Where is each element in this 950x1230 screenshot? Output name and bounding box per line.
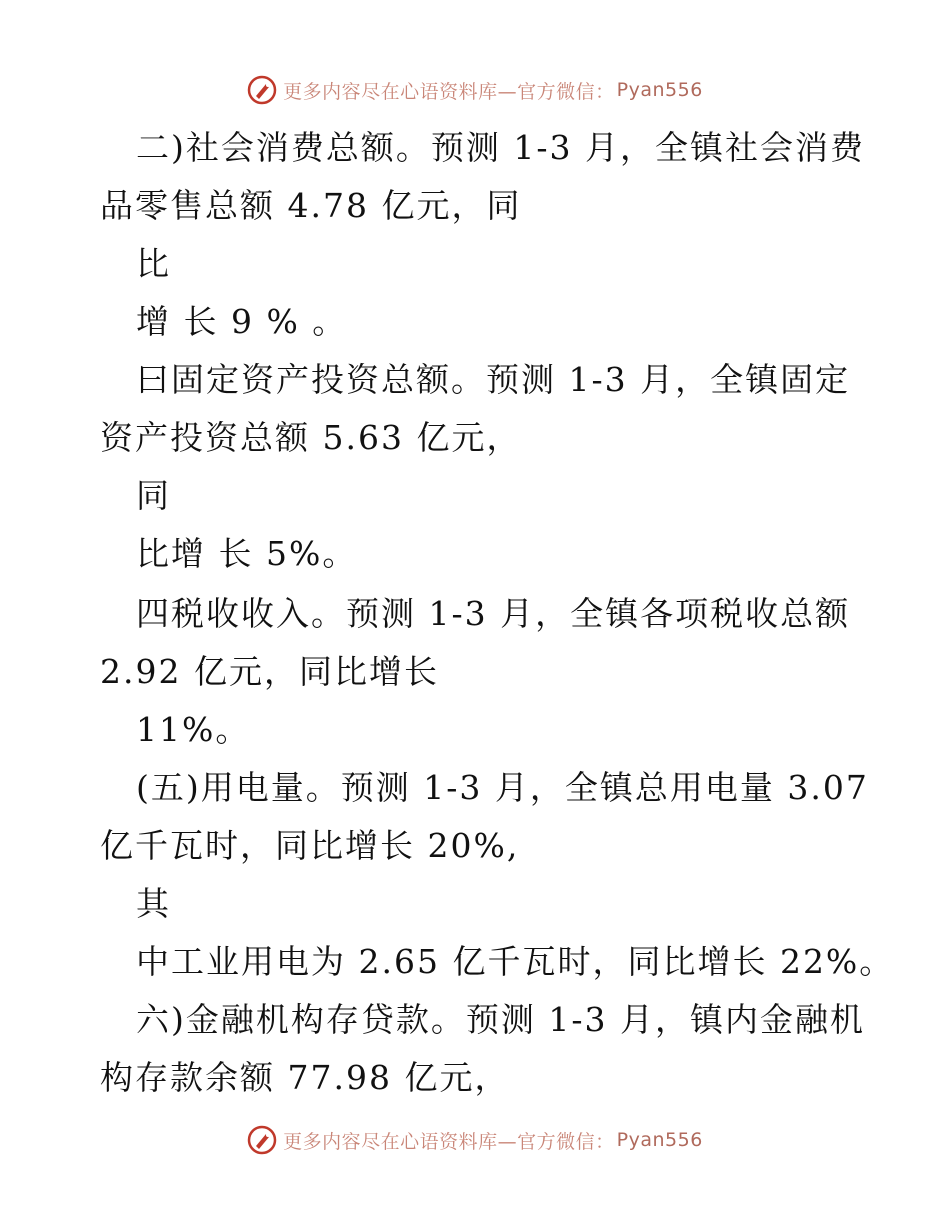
text-line: 品零售总额 4.78 亿元，同 xyxy=(100,186,522,225)
watermark-id: Pyan556 xyxy=(616,79,703,101)
pen-logo-icon xyxy=(247,75,277,105)
text-line: 其 xyxy=(136,884,171,923)
watermark-id: Pyan556 xyxy=(616,1129,703,1151)
text-line: 二)社会消费总额。预测 1-3 月，全镇社会消费 xyxy=(136,128,865,167)
text-line: 2.92 亿元，同比增长 xyxy=(100,652,439,691)
text-line: (五)用电量。预测 1-3 月，全镇总用电量 3.07 xyxy=(136,768,869,807)
text-line: 亿千瓦时，同比增长 20%, xyxy=(100,826,520,865)
watermark-text: 更多内容尽在心语资料库—官方微信： xyxy=(283,80,615,103)
text-line: 比增 长 5%。 xyxy=(136,534,358,573)
text-line: 曰固定资产投资总额。预测 1-3 月，全镇固定 xyxy=(136,360,851,399)
watermark-header xyxy=(0,70,950,110)
text-line: 中工业用电为 2.65 亿千瓦时，同比增长 22%。 xyxy=(136,942,895,981)
text-line: 增 长 9 % 。 xyxy=(136,302,348,341)
text-line: 11%。 xyxy=(136,710,251,749)
watermark-footer xyxy=(0,1120,950,1160)
text-line: 六)金融机构存贷款。预测 1-3 月，镇内金融机 xyxy=(136,1000,865,1039)
text-line: 四税收收入。预测 1-3 月，全镇各项税收总额 xyxy=(136,594,851,633)
text-line: 同 xyxy=(136,476,171,515)
text-line: 构存款余额 77.98 亿元， xyxy=(100,1058,510,1097)
text-line: 资产投资总额 5.63 亿元， xyxy=(100,418,522,457)
watermark-text: 更多内容尽在心语资料库—官方微信： xyxy=(283,1130,615,1153)
text-line: 比 xyxy=(136,244,171,283)
pen-logo-icon xyxy=(247,1125,277,1155)
